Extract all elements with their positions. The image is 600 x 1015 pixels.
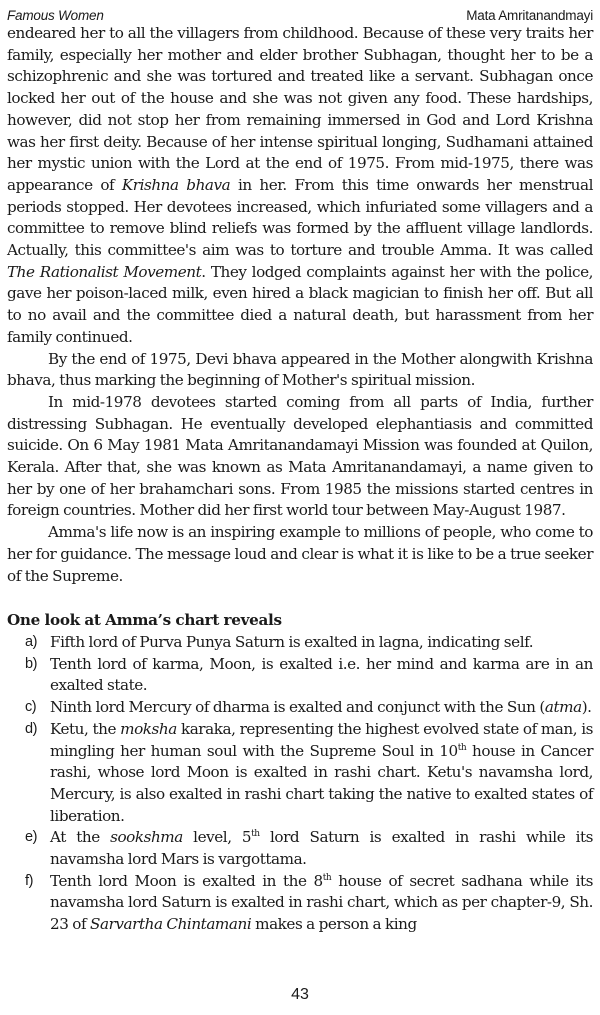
page-number: 43 [291,986,309,1003]
book-title: Famous Women [7,8,104,23]
paragraph: endeared her to all the villagers from childhood. Because of these very traits her family, especially her mother and elder brother Subhagan, thought her to be a schizophrenic and she was tortured and treated like a servant. Subhagan once locked her out of the house and she was not given any food. These hardships, however, did not stop her from remaining immersed in God and Lord Krishna was her first deity. Because of her intense spiritual longing, Sudhamani attained her mystic union with the Lord at the end of 1975. From mid-1975, there was appearance of Krishna bhava in her. From this time onwards her menstrual periods stopped. Her devotees increased, which infuriated some villagers and a committee to remove blind reliefs was formed by the affluent village landlords. Actually, this committee's aim was to torture and trouble Amma. It was called The Rationalist Movement. They lodged complaints against her with the police, gave her poison-laced milk, even hired a black magician to finish her off. But all to no avail and the committee died a natural death, but harassment from her family continued. [7,24,594,346]
paragraph: By the end of 1975, Devi bhava appeared in the Mother alongwith Krishna bhava, thus marking the beginning of Mother's spiritual mission. [7,349,593,390]
page-body [7,23,593,936]
list-item-text: Tenth lord Moon is exalted in the 8th house of secret sadhana while its navamsha lord Saturn is exalted in rashi chart, which as per chapter-9, Sh. 23 of Sarvartha Chintamani makes a person a king [50,871,594,934]
list-item [7,654,593,697]
list-item [7,871,593,936]
list-marker: c) [25,699,37,716]
list-item [7,632,593,654]
chapter-title: Mata Amritanandmayi [466,8,593,23]
list-marker: a) [25,633,37,650]
list-item [7,697,593,719]
list-item-text: At the sookshma level, 5th lord Saturn is exalted in rashi while its navamsha lord Mars is vargottama. [50,828,593,869]
chart-points-list [7,632,593,936]
list-item-text: Fifth lord of Purva Punya Saturn is exalted in lagna, indicating self. [50,632,534,651]
running-head [7,3,593,23]
list-item [7,719,593,828]
paragraph: Amma's life now is an inspiring example to millions of people, who come to her for guidance. The message loud and clear is what it is like to be a true seeker of the Supreme. [7,523,593,585]
list-item-text: Ketu, the moksha karaka, representing the highest evolved state of man, is mingling her human soul with the Supreme Soul in 10th house in Cancer rashi, whose lord Moon is exalted in rashi chart. Ketu's navamsha lord, Mercury, is also exalted in rashi chart taking the native to exalted states of liberation. [50,719,594,825]
list-item [7,827,593,870]
list-marker: b) [25,655,37,672]
list-marker: f) [25,872,33,889]
list-item-text: Ninth lord Mercury of dharma is exalted and conjunct with the Sun (atma). [50,698,592,717]
list-marker: d) [25,720,37,737]
paragraph: In mid-1978 devotees started coming from all parts of India, further distressing Subhagan. He eventually developed elephantiasis and committed suicide. On 6 May 1981 Mata Amritanandamayi Mission was founded at Quilon, Kerala. After that, she was known as Mata Amritanandamayi, a name given to her by one of her brahamchari sons. From 1985 the missions started centres in foreign countries. Mother did her first world tour between May-August 1987. [7,392,593,520]
list-item-text: Tenth lord of karma, Moon, is exalted i.e. her mind and karma are in an exalted state. [50,654,593,695]
section-heading: One look at Amma’s chart reveals [7,611,282,630]
list-marker: e) [25,829,37,846]
